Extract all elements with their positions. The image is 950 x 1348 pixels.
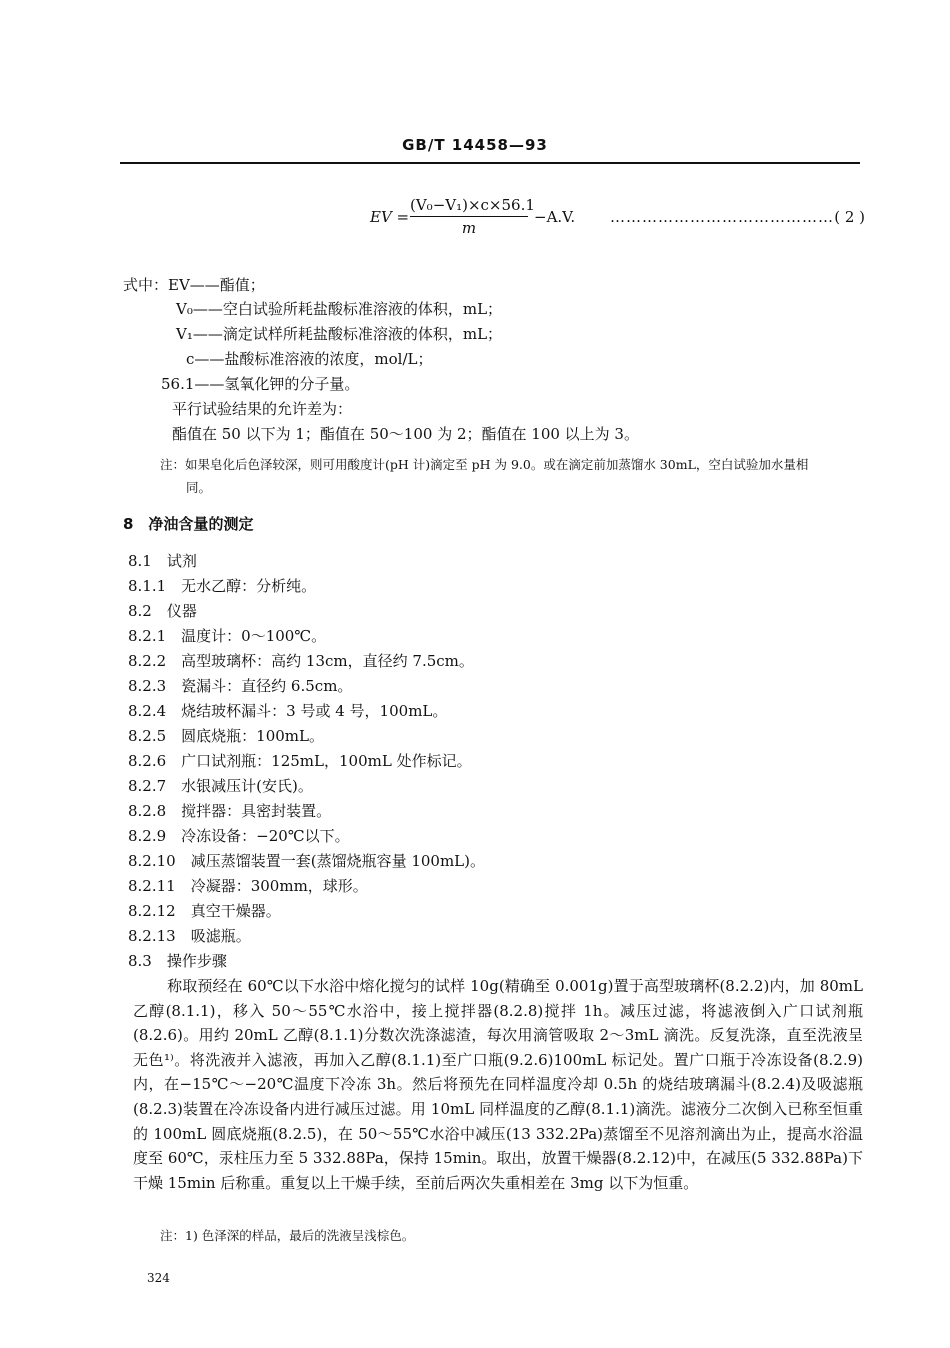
where-line: V₁——滴定试样所耗盐酸标准溶液的体积，mL； xyxy=(176,325,503,343)
footnote: 注：1) 色泽深的样品，最后的洗液呈浅棕色。 xyxy=(160,1228,415,1243)
clause-item: 8.2.6 广口试剂瓶：125mL，100mL 处作标记。 xyxy=(128,752,472,770)
note-line: 同。 xyxy=(186,480,212,495)
clause-item: 8.2.4 烧结玻杯漏斗：3 号或 4 号，100mL。 xyxy=(128,702,448,720)
formula-fraction xyxy=(410,196,535,237)
clause-item: 8.2.12 真空干燥器。 xyxy=(128,902,281,920)
clause-item: 8.2.3 瓷漏斗：直径约 6.5cm。 xyxy=(128,677,353,695)
clause-item: 8.2.7 水银减压计(安氏)。 xyxy=(128,777,313,795)
equation-number: ( 2 ) xyxy=(834,208,865,226)
page-number: 324 xyxy=(147,1271,170,1285)
header-rule xyxy=(120,162,860,164)
clause-item: 8.1.1 无水乙醇：分析纯。 xyxy=(128,577,317,595)
clause-item: 8.2.2 高型玻璃杯：高约 13cm，直径约 7.5cm。 xyxy=(128,652,474,670)
clause-item: 8.2.1 温度计：0～100℃。 xyxy=(128,627,327,645)
clause-item: 8.2.8 搅拌器：具密封装置。 xyxy=(128,802,332,820)
formula-leader-dots: …………………………………… xyxy=(610,208,834,226)
clause-item: 8.2.11 冷凝器：300mm，球形。 xyxy=(128,877,368,895)
clause-item: 8.2.13 吸滤瓶。 xyxy=(128,927,251,945)
fraction-bar xyxy=(410,216,528,217)
clause-item: 8.1 试剂 xyxy=(128,552,197,570)
where-line: V₀——空白试验所耗盐酸标准溶液的体积，mL； xyxy=(176,300,503,318)
formula-numerator: (V₀−V₁)×c×56.1 xyxy=(410,196,535,214)
ester-value-formula xyxy=(370,196,865,246)
procedure-text: 称取预经在 60℃以下水浴中熔化搅匀的试样 10g(精确至 0.001g)置于高型玻璃杯(8.2.2)内，加 80mL 乙醇(8.1.1)，移入 50～55℃水浴中，接上搅拌器(8.2.8)搅拌 1h。减压过滤，将滤液倒入广口试剂瓶(8.2.6)。用约 20mL 乙醇(8.1.1)分数次洗涤滤渣，每次用滴管吸取 2～3mL 滴洗。反复洗涤，直至洗液呈无色¹⁾。将洗液并入滤液，再加入乙醇(8.1.1)至广口瓶(9.2.6)100mL 标记处。置广口瓶于冷冻设备(8.2.9)内，在−15℃～−20℃温度下冷冻 3h。然后将预先在同样温度冷却 0.5h 的烧结玻璃漏斗(8.2.4)及吸滤瓶(8.2.3)装置在冷冻设备内进行减压过滤。用 10mL 同样温度的乙醇(8.1.1)滴洗。滤液分二次倒入已称至恒重的 100mL 圆底烧瓶(8.2.5)，在 50～55℃水浴中减压(13 332.2Pa)蒸馏至不见溶剂滴出为止，提高水浴温度至 60℃，汞柱压力至 5 332.88Pa，保持 15min。取出，放置干燥器(8.2.12)中，在减压(5 332.88Pa)下干燥 15min 后称重。重复以上干燥手续，至前后两次失重相差在 3mg 以下为恒重。 xyxy=(133,977,863,1192)
clause-item: 8.2.5 圆底烧瓶：100mL。 xyxy=(128,727,324,745)
tolerance-values: 酯值在 50 以下为 1；酯值在 50～100 为 2；酯值在 100 以上为 3。 xyxy=(172,425,639,443)
clause-item: 8.2 仪器 xyxy=(128,602,197,620)
section-8-title: 8 净油含量的测定 xyxy=(123,515,254,533)
standard-code-header: GB/T 14458—93 xyxy=(402,136,548,154)
where-line: c——盐酸标准溶液的浓度，mol/L； xyxy=(186,350,433,368)
formula-tail: −A.V. xyxy=(534,208,576,226)
clause-item: 8.2.10 减压蒸馏装置一套(蒸馏烧瓶容量 100mL)。 xyxy=(128,852,485,870)
formula-denominator: m xyxy=(461,219,477,237)
procedure-paragraph xyxy=(133,974,863,1195)
tolerance-intro: 平行试验结果的允许差为： xyxy=(172,400,353,418)
note-line: 注：如果皂化后色泽较深，则可用酸度计(pH 计)滴定至 pH 为 9.0。或在滴定前加蒸馏水 30mL，空白试验加水量相 xyxy=(160,457,809,472)
where-line: 式中：EV——酯值； xyxy=(123,276,265,294)
where-line: 56.1——氢氧化钾的分子量。 xyxy=(161,375,360,393)
clause-item: 8.2.9 冷冻设备：−20℃以下。 xyxy=(128,827,350,845)
clause-item: 8.3 操作步骤 xyxy=(128,952,227,970)
formula-lhs: EV = xyxy=(370,208,410,226)
